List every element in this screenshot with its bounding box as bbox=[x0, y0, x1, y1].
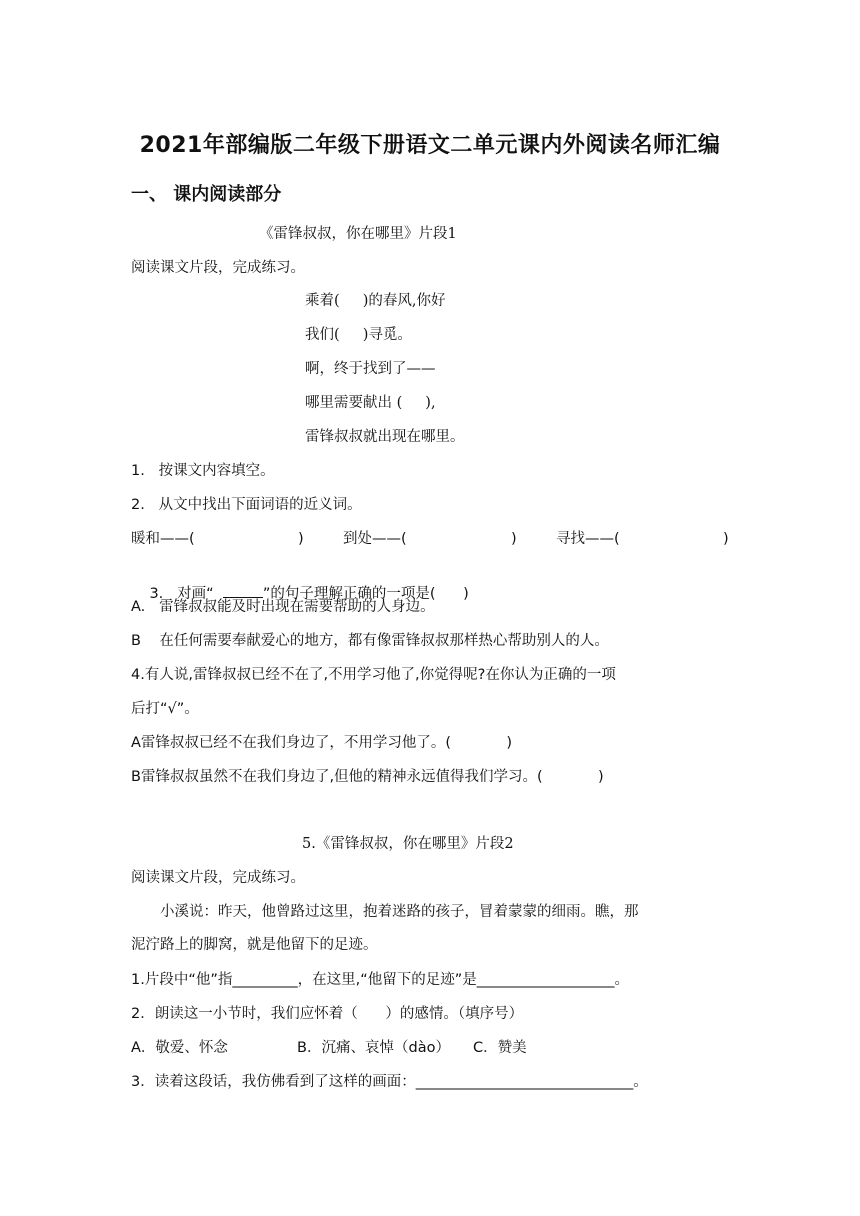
option-a: A. 雷锋叔叔能及时出现在需要帮助的人身边。 bbox=[131, 599, 435, 615]
poem-line: 雷锋叔叔就出现在哪里。 bbox=[305, 429, 465, 445]
question-3-prefix: 3. 对画“ bbox=[149, 586, 223, 602]
synonym-item: 到处——( bbox=[343, 531, 407, 547]
question-4-cont: 后打“√”。 bbox=[131, 701, 199, 717]
passage2-text: 泥泞路上的脚窝，就是他留下的足迹。 bbox=[131, 937, 378, 953]
underline-blank bbox=[223, 583, 263, 598]
passage1-heading: 《雷锋叔叔，你在哪里》片段1 bbox=[259, 226, 457, 242]
synonym-close: ) bbox=[298, 531, 304, 547]
passage2-text: 小溪说：昨天，他曾路过这里，抱着迷路的孩子，冒着蒙蒙的细雨。瞧，那 bbox=[160, 904, 639, 920]
p2-question-2-options: A．敬爱、怀念 B．沉痛、哀悼（dào） C．赞美 bbox=[131, 1040, 527, 1056]
poem-line: 哪里需要献出 ( ), bbox=[305, 395, 436, 411]
passage1-instruction: 阅读课文片段，完成练习。 bbox=[131, 260, 305, 276]
passage2-instruction: 阅读课文片段，完成练习。 bbox=[131, 870, 305, 886]
document-title: 2021年部编版二年级下册语文二单元课内外阅读名师汇编 bbox=[139, 133, 721, 158]
synonym-item: 寻找——( bbox=[556, 531, 620, 547]
question-1: 1. 按课文内容填空。 bbox=[131, 463, 275, 479]
question-4: 4.有人说,雷锋叔叔已经不在了,不用学习他了,你觉得呢?在你认为正确的一项 bbox=[131, 667, 616, 683]
question-4-option-a: A雷锋叔叔已经不在我们身边了，不用学习他了。( ) bbox=[131, 735, 513, 751]
option-b: B 在任何需要奉献爱心的地方，都有像雷锋叔叔那样热心帮助别人的人。 bbox=[131, 633, 609, 649]
synonym-close: ) bbox=[723, 531, 729, 547]
p2-question-3: 3．读着这段话，我仿佛看到了这样的画面：______________________________。 bbox=[131, 1074, 648, 1090]
poem-line: 啊，终于找到了—— bbox=[305, 361, 436, 377]
question-2: 2. 从文中找出下面词语的近义词。 bbox=[131, 497, 362, 513]
p2-question-2: 2．朗读这一小节时，我们应怀着（ ）的感情。（填序号） bbox=[131, 1006, 524, 1022]
question-3-suffix: ”的句子理解正确的一项是( ) bbox=[262, 586, 469, 602]
synonym-item: 暖和——( bbox=[131, 531, 195, 547]
p2-question-1: 1.片段中“他”指_________，在这里,“他留下的足迹”是___________________。 bbox=[131, 972, 629, 988]
synonym-close: ) bbox=[511, 531, 517, 547]
poem-line: 我们( )寻觅。 bbox=[305, 327, 412, 343]
section-heading: 一、 课内阅读部分 bbox=[131, 184, 282, 205]
question-4-option-b: B雷锋叔叔虽然不在我们身边了,但他的精神永远值得我们学习。( ) bbox=[131, 769, 604, 785]
poem-line: 乘着( )的春风,你好 bbox=[305, 293, 446, 309]
passage2-heading: 5.《雷锋叔叔，你在哪里》片段2 bbox=[302, 836, 514, 852]
